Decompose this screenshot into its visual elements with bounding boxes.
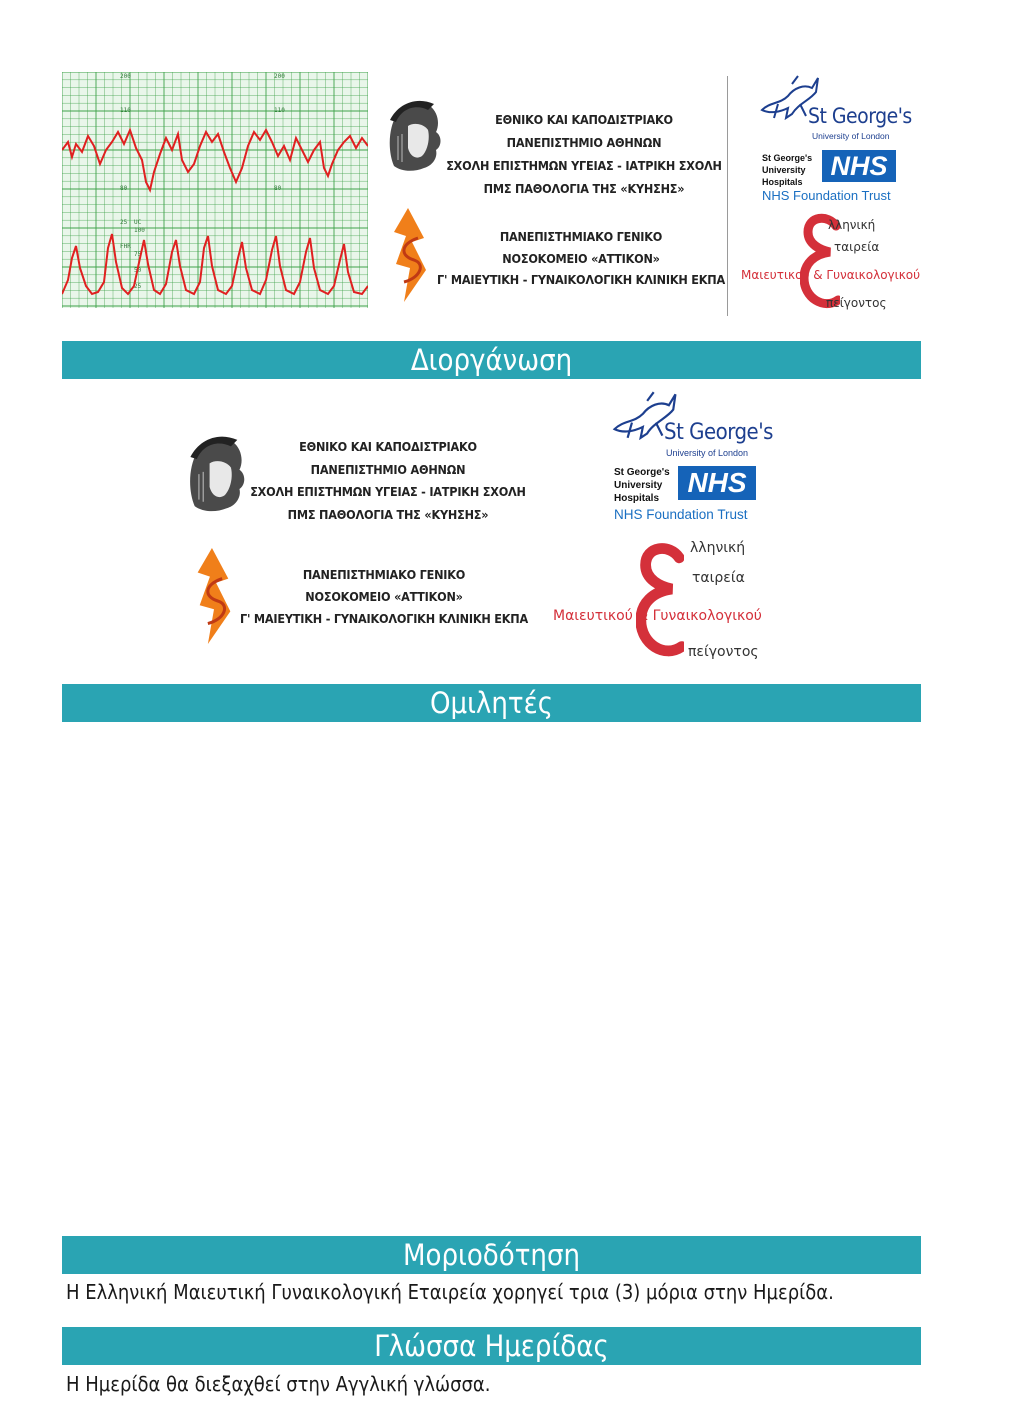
ctg-label-top-1: 200 [120,73,131,80]
ctg-label-heart-2: 110 [274,107,285,114]
university-name-top [446,108,722,200]
hospital-line-2: ΝΟΣΟΚΟΜΕΙΟ «ΑΤΤΙΚΟΝ» [502,250,660,266]
st-georges-name-top: St George's [808,104,912,128]
ctg-graphic [62,72,368,308]
hospitals-line-2: University [762,165,806,175]
university-line-4: ΠΜΣ ΠΑΘΟΛΟΓΙΑ ΤΗΣ «ΚΥΗΣΗΣ» [483,181,685,196]
university-line-1: ΕΘΝΙΚΟ ΚΑΙ ΚΑΠΟΔΙΣΤΡΙΑΚΟ [495,112,673,127]
st-georges-name-organization: St George's [664,420,773,445]
university-line-3: ΣΧΟΛΗ ΕΠΙΣΤΗΜΩΝ ΥΓΕΙΑΣ - ΙΑΤΡΙΚΗ ΣΧΟΛΗ [446,158,722,173]
hospital-line-3: Γ' ΜΑΙΕΥΤΙΚΗ - ΓΥΝΑΙΚΟΛΟΓΙΚΗ ΚΛΙΝΙΚΗ ΕΚΠΑ [240,611,528,626]
st-georges-hospitals-organization [614,466,670,505]
hospitals-line-3: Hospitals [614,493,660,504]
athena-helmet-logo-organization [184,424,248,522]
hellenic-line-3-organization: Μαιευτικού & Γυναικολογικού [553,608,762,624]
ctg-label-uc-1: 25 [120,219,128,226]
university-line-3: ΣΧΟΛΗ ΕΠΙΣΤΗΜΩΝ ΥΓΕΙΑΣ - ΙΑΤΡΙΚΗ ΣΧΟΛΗ [250,484,526,499]
university-line-2: ΠΑΝΕΠΙΣΤΗΜΙΟ ΑΘΗΝΩΝ [506,135,662,150]
hospital-line-2: ΝΟΣΟΚΟΜΕΙΟ «ΑΤΤΙΚΟΝ» [305,589,463,604]
st-georges-hospitals-top [762,152,812,188]
hospitals-line-2: University [614,480,663,491]
section-bar-language: Γλώσσα Ημερίδας [62,1327,921,1365]
section-bar-credits: Μοριοδότηση [62,1236,921,1274]
hospitals-line-1: St George's [614,467,670,478]
university-line-2: ΠΑΝΕΠΙΣΤΗΜΙΟ ΑΘΗΝΩΝ [310,461,466,477]
ctg-label-top-2: 200 [274,73,285,80]
header-divider [727,76,728,316]
hellenic-society-epsilon-logo-organization [636,536,684,666]
hospital-line-3: Γ' ΜΑΙΕΥΤΙΚΗ - ΓΥΝΑΙΚΟΛΟΓΙΚΗ ΚΛΙΝΙΚΗ ΕΚΠΑ [437,272,725,287]
hellenic-line-3-top: Μαιευτικού & Γυναικολογικού [741,268,921,282]
hospital-line-1: ΠΑΝΕΠΙΣΤΗΜΙΑΚΟ ΓΕΝΙΚΟ [499,229,663,244]
section-bar-organization: Διοργάνωση [62,341,921,379]
nhs-logo-organization: NHS [678,466,756,500]
university-line-1: ΕΘΝΙΚΟ ΚΑΙ ΚΑΠΟΔΙΣΤΡΙΑΚΟ [299,439,477,454]
hospital-name-top [436,226,726,291]
hospital-name-organization [238,564,530,630]
hellenic-line-1-organization: λληνική [690,540,746,556]
section-bar-speakers: Ομιλητές [62,684,921,722]
st-georges-sub-organization: University of London [666,448,749,458]
ctg-label-heart-1: 110 [120,107,131,114]
ctg-label-heart-4: 80 [274,185,282,192]
hellenic-line-4-organization: πείγοντος [688,644,759,660]
st-georges-sub-top: University of London [812,131,890,141]
nhs-trust-organization: NHS Foundation Trust [614,507,748,522]
nhs-trust-top: NHS Foundation Trust [762,188,891,203]
attikon-bolt-logo [390,208,430,302]
credits-text: Η Ελληνική Μαιευτική Γυναικολογική Εταιρεία χορηγεί τρια (3) μόρια στην Ημερίδα. [66,1280,834,1304]
ctg-label-uc-7: 25 [134,283,142,290]
hellenic-line-2-top: ταιρεία [834,240,880,254]
ctg-label-uc-6: 50 [134,267,142,274]
hospitals-line-1: St George's [762,153,813,163]
hospitals-line-3: Hospitals [762,177,803,187]
ctg-label-uc-4: FHR [120,243,131,250]
university-name-organization [248,436,528,526]
hospital-line-1: ΠΑΝΕΠΙΣΤΗΜΙΑΚΟ ΓΕΝΙΚΟ [302,567,466,582]
language-text: Η Ημερίδα θα διεξαχθεί στην Αγγλική γλώσσα. [66,1372,491,1396]
ctg-label-uc-3: 100 [134,227,145,234]
ctg-label-uc-5: 75 [134,251,142,258]
ctg-label-uc-2: UC [134,219,142,226]
hellenic-line-4-top: πείγοντος [826,296,887,310]
ctg-label-heart-3: 80 [120,185,128,192]
university-line-4: ΠΜΣ ΠΑΘΟΛΟΓΙΑ ΤΗΣ «ΚΥΗΣΗΣ» [287,506,489,522]
athena-helmet-logo [384,96,444,174]
attikon-bolt-logo-organization [192,548,236,644]
nhs-logo-top: NHS [822,150,896,182]
hellenic-line-1-top: λληνική [828,218,876,232]
hellenic-line-2-organization: ταιρεία [692,570,745,586]
